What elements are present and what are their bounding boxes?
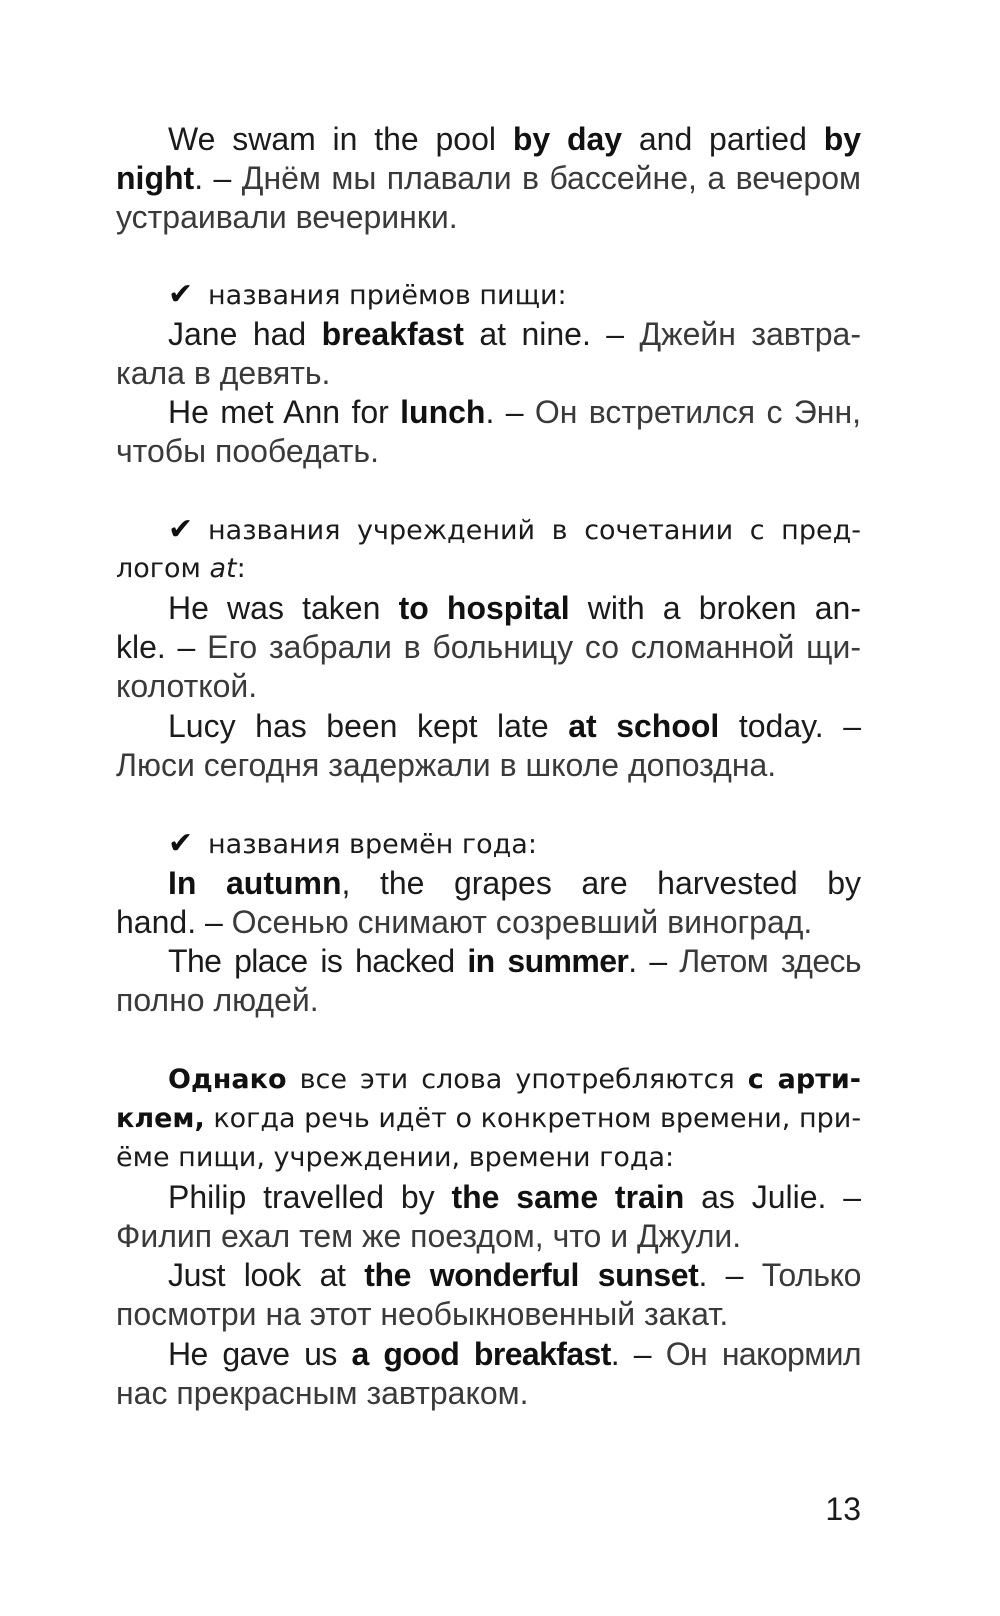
checkmark-icon: ✔ [168, 826, 194, 861]
example-line [116, 431, 861, 471]
highlighted-phrase: by day [512, 121, 623, 157]
english-text: today. – [719, 708, 861, 744]
section-heading-continuation [116, 549, 861, 589]
section-heading-institutions [168, 510, 861, 551]
english-text: . – [698, 1257, 762, 1293]
example-line [116, 1373, 861, 1413]
highlighted-phrase: a good breakfast [351, 1336, 611, 1372]
example-line [168, 1334, 861, 1374]
english-text: He met Ann for [168, 394, 401, 430]
translation-text: кала в девять. [116, 355, 331, 391]
english-text: as Julie. – [684, 1179, 861, 1215]
heading-colon: : [236, 553, 246, 584]
english-text: at nine. – [463, 316, 640, 352]
example-line [168, 706, 861, 746]
english-text: . – [628, 943, 680, 979]
highlighted-phrase: at school [568, 708, 720, 744]
example-line [168, 314, 861, 354]
english-text: . – [194, 160, 242, 196]
example-line [116, 902, 861, 942]
note-line [116, 1138, 861, 1178]
example-line [116, 353, 861, 393]
english-text: He gave us [168, 1336, 352, 1372]
heading-text: логом [116, 553, 210, 584]
highlighted-phrase: by [823, 121, 862, 157]
example-line [116, 980, 861, 1020]
highlighted-phrase: с арти- [747, 1064, 862, 1095]
translation-text: полно людей. [116, 982, 319, 1018]
highlighted-phrase: lunch [400, 394, 486, 430]
highlighted-phrase: in summer [467, 943, 629, 979]
english-text: Just look at [168, 1257, 365, 1293]
english-text: Philip travelled by [168, 1179, 452, 1215]
translation-text: Джейн завтра- [639, 316, 861, 352]
highlighted-phrase: to hospital [398, 590, 570, 626]
english-text: , the grapes are harvested by [341, 865, 862, 901]
example-line [116, 745, 861, 785]
english-text: Lucy has been kept late [168, 708, 569, 744]
example-line [116, 158, 861, 198]
heading-text: названия учреждений в сочетании с пред- [208, 515, 861, 546]
translation-text: Филип ехал тем же поездом, что и Джули. [116, 1218, 742, 1254]
example-line [116, 1216, 861, 1256]
example-line [168, 941, 861, 981]
checkmark-icon: ✔ [168, 512, 194, 547]
translation-text: Он встретился с Энн, [534, 394, 862, 430]
translation-text: Люси сегодня задержали в школе допоздна. [116, 747, 777, 783]
note-text: ёме пищи, учреждении, времени года: [116, 1142, 675, 1173]
translation-text: нас прекрасным завтраком. [116, 1375, 529, 1411]
english-text: Jane had [168, 316, 322, 352]
note-text: когда речь идёт о конкретном времени, при- [204, 1103, 862, 1134]
example-line [116, 627, 861, 667]
translation-text: колоткой. [116, 668, 258, 704]
english-text: kle. – [116, 629, 208, 665]
example-line [168, 588, 861, 628]
example-line [116, 666, 861, 706]
english-text: . – [610, 1336, 666, 1372]
translation-text: Осенью снимают созревший виноград. [231, 904, 813, 940]
translation-text: Летом здесь [679, 943, 861, 979]
translation-text: Его забрали в больницу со сломанной щи- [207, 629, 861, 665]
note-text: все эти слова употребляются [286, 1064, 748, 1095]
english-text: We swam in the pool [168, 121, 513, 157]
translation-text: Днём мы плавали в бассейне, а вечером [241, 160, 862, 196]
example-line [116, 1294, 861, 1334]
english-text: hand. – [116, 904, 232, 940]
english-text: The place is hacked [168, 943, 468, 979]
english-text: . – [485, 394, 535, 430]
translation-text: Только [761, 1257, 861, 1293]
highlighted-phrase: night [116, 160, 195, 196]
example-line [168, 392, 861, 432]
heading-text: названия времён года: [208, 829, 537, 860]
translation-text: Он накормил [665, 1336, 861, 1372]
translation-text: посмотри на этот необыкновенный закат. [116, 1296, 729, 1332]
section-heading-seasons [168, 824, 861, 865]
heading-text: названия приёмов пищи: [208, 280, 567, 311]
english-text: and partied [622, 121, 824, 157]
translation-text: чтобы пообедать. [116, 433, 379, 469]
highlighted-word: Однако [168, 1064, 287, 1095]
example-line [168, 1177, 861, 1217]
highlighted-phrase: breakfast [321, 316, 464, 352]
highlighted-phrase: the same train [451, 1179, 685, 1215]
highlighted-phrase: the wonderful sunset [364, 1257, 699, 1293]
checkmark-icon: ✔ [168, 277, 194, 312]
page-number: 13 [825, 1491, 861, 1527]
note-line [116, 1099, 861, 1139]
english-text: with a broken an- [569, 590, 862, 626]
example-line [168, 119, 861, 159]
highlighted-phrase: In autumn [168, 865, 342, 901]
english-text: He was taken [168, 590, 399, 626]
highlighted-word: клем, [116, 1103, 205, 1134]
example-line [168, 863, 861, 903]
section-heading-meals [168, 275, 861, 316]
example-line [116, 197, 861, 237]
translation-text: устраивали вечеринки. [116, 199, 458, 235]
note-line [168, 1060, 861, 1100]
example-line [168, 1255, 861, 1295]
preposition-at: at [209, 553, 237, 584]
